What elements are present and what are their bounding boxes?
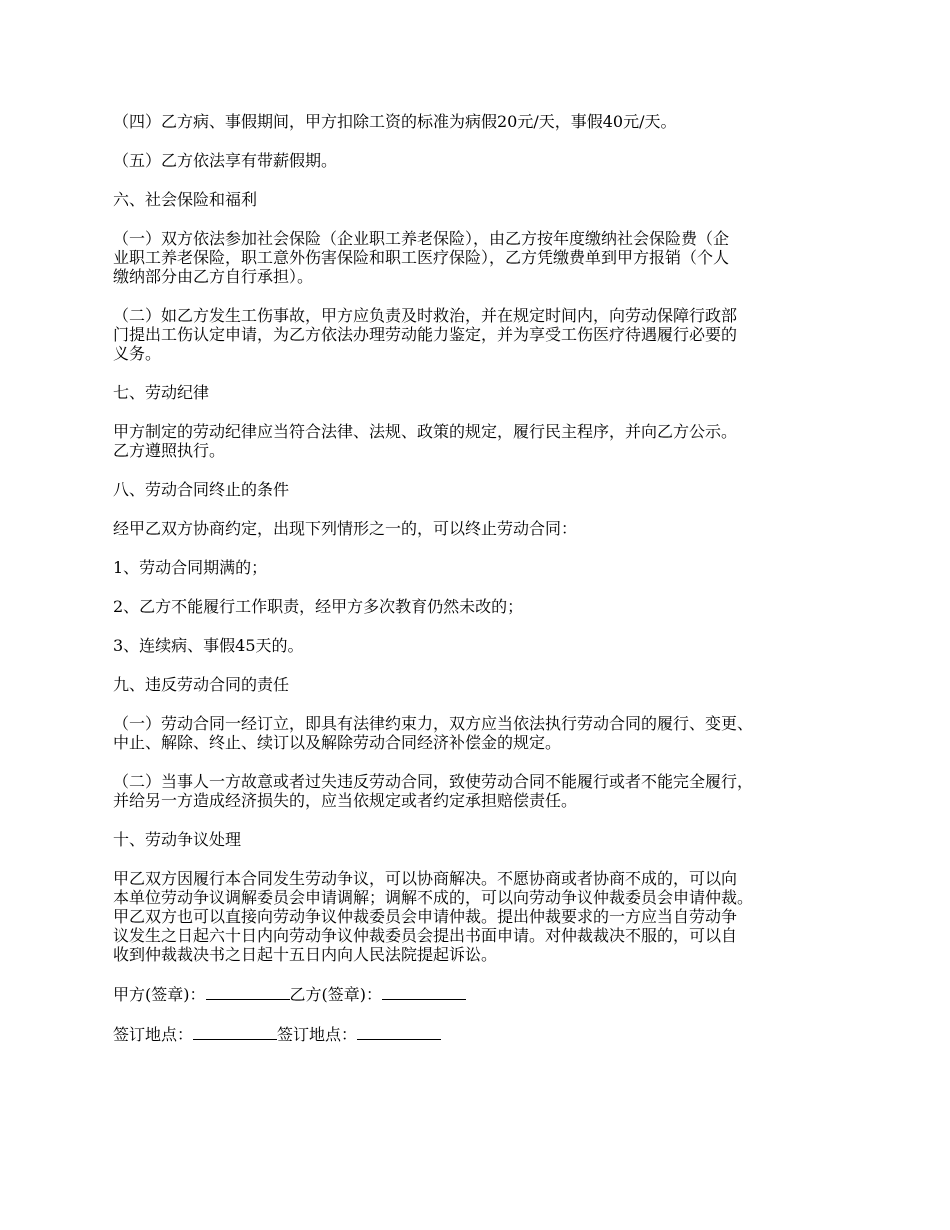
paragraph-line: 经甲乙双方协商约定，出现下列情形之一的，可以终止劳动合同： bbox=[113, 519, 578, 538]
party-a-signature-label: 甲方(签章)： bbox=[113, 985, 206, 1004]
paragraph-line: 业职工养老保险，职工意外伤害保险和职工医疗保险），乙方凭缴费单到甲方报销（个人 bbox=[113, 248, 730, 267]
paragraph-line: （二）当事人一方故意或者过失违反劳动合同，致使劳动合同不能履行或者不能完全履行， bbox=[113, 772, 754, 791]
section-heading bbox=[113, 190, 853, 209]
signature-line bbox=[113, 984, 853, 1004]
party-b-signature-blank[interactable] bbox=[382, 984, 466, 1000]
paragraph-line: 十、劳动争议处理 bbox=[113, 830, 242, 849]
section-heading bbox=[113, 480, 853, 499]
paragraph bbox=[113, 112, 853, 131]
paragraph-line: 本单位劳动争议调解委员会申请调解；调解不成的，可以向劳动争议仲裁委员会申请仲裁。 bbox=[113, 888, 754, 907]
paragraph-line: 乙方遵照执行。 bbox=[113, 441, 226, 460]
paragraph-line: 六、社会保险和福利 bbox=[113, 190, 258, 209]
section-heading bbox=[113, 675, 853, 694]
paragraph bbox=[113, 151, 853, 170]
list-item bbox=[113, 558, 853, 577]
section-heading bbox=[113, 830, 853, 849]
party-a-signature-blank[interactable] bbox=[206, 984, 290, 1000]
paragraph-line: 甲乙双方因履行本合同发生劳动争议，可以协商解决。不愿协商或者协商不成的，可以向 bbox=[113, 869, 738, 888]
list-item bbox=[113, 597, 853, 616]
paragraph bbox=[113, 422, 853, 460]
paragraph-line: （四）乙方病、事假期间，甲方扣除工资的标准为病假20元/天，事假40元/天。 bbox=[113, 112, 677, 131]
document-page bbox=[113, 112, 853, 1064]
paragraph-line: 八、劳动合同终止的条件 bbox=[113, 480, 290, 499]
paragraph-line: 收到仲裁裁决书之日起十五日内向人民法院提起诉讼。 bbox=[113, 945, 498, 964]
party-b-signature-label: 乙方(签章)： bbox=[289, 985, 382, 1004]
paragraph-line: 甲乙双方也可以直接向劳动争议仲裁委员会申请仲裁。提出仲裁要求的一方应当自劳动争 bbox=[113, 907, 738, 926]
paragraph-line: （二）如乙方发生工伤事故，甲方应负责及时救治，并在规定时间内，向劳动保障行政部 bbox=[113, 306, 738, 325]
paragraph bbox=[113, 772, 853, 810]
paragraph-line: 缴纳部分由乙方自行承担）。 bbox=[113, 267, 314, 286]
paragraph-line: 门提出工伤认定申请，为乙方依法办理劳动能力鉴定，并为享受工伤医疗待遇履行必要的 bbox=[113, 325, 738, 344]
paragraph-line: 议发生之日起六十日内向劳动争议仲裁委员会提出书面申请。对仲裁裁决不服的，可以自 bbox=[113, 926, 738, 945]
paragraph bbox=[113, 519, 853, 538]
paragraph-line: 义务。 bbox=[113, 344, 162, 363]
paragraph-line: 七、劳动纪律 bbox=[113, 383, 210, 402]
paragraph bbox=[113, 869, 853, 964]
paragraph bbox=[113, 229, 853, 286]
signing-place-blank-1[interactable] bbox=[193, 1024, 277, 1040]
signing-place-label-1: 签订地点： bbox=[113, 1025, 194, 1044]
paragraph-line: （一）劳动合同一经订立，即具有法律约束力，双方应当依法执行劳动合同的履行、变更、 bbox=[113, 714, 754, 733]
signing-place-blank-2[interactable] bbox=[357, 1024, 441, 1040]
paragraph-line: 2、乙方不能履行工作职责，经甲方多次教育仍然未改的； bbox=[113, 597, 524, 616]
paragraph-list bbox=[113, 112, 853, 964]
paragraph-line: 1、劳动合同期满的； bbox=[113, 558, 268, 577]
paragraph-line: 中止、解除、终止、续订以及解除劳动合同经济补偿金的规定。 bbox=[113, 733, 562, 752]
paragraph-line: 并给另一方造成经济损失的，应当依规定或者约定承担赔偿责任。 bbox=[113, 791, 578, 810]
paragraph-line: 甲方制定的劳动纪律应当符合法律、法规、政策的规定，履行民主程序，并向乙方公示。 bbox=[113, 422, 738, 441]
list-item bbox=[113, 636, 853, 655]
paragraph-line: （一）双方依法参加社会保险（企业职工养老保险），由乙方按年度缴纳社会保险费（企 bbox=[113, 229, 730, 248]
paragraph-line: （五）乙方依法享有带薪假期。 bbox=[113, 151, 338, 170]
paragraph bbox=[113, 306, 853, 363]
paragraph-line: 3、连续病、事假45天的。 bbox=[113, 636, 304, 655]
section-heading bbox=[113, 383, 853, 402]
signing-place-line bbox=[113, 1024, 853, 1044]
signing-place-label-2: 签订地点： bbox=[277, 1025, 358, 1044]
paragraph bbox=[113, 714, 853, 752]
paragraph-line: 九、违反劳动合同的责任 bbox=[113, 675, 290, 694]
